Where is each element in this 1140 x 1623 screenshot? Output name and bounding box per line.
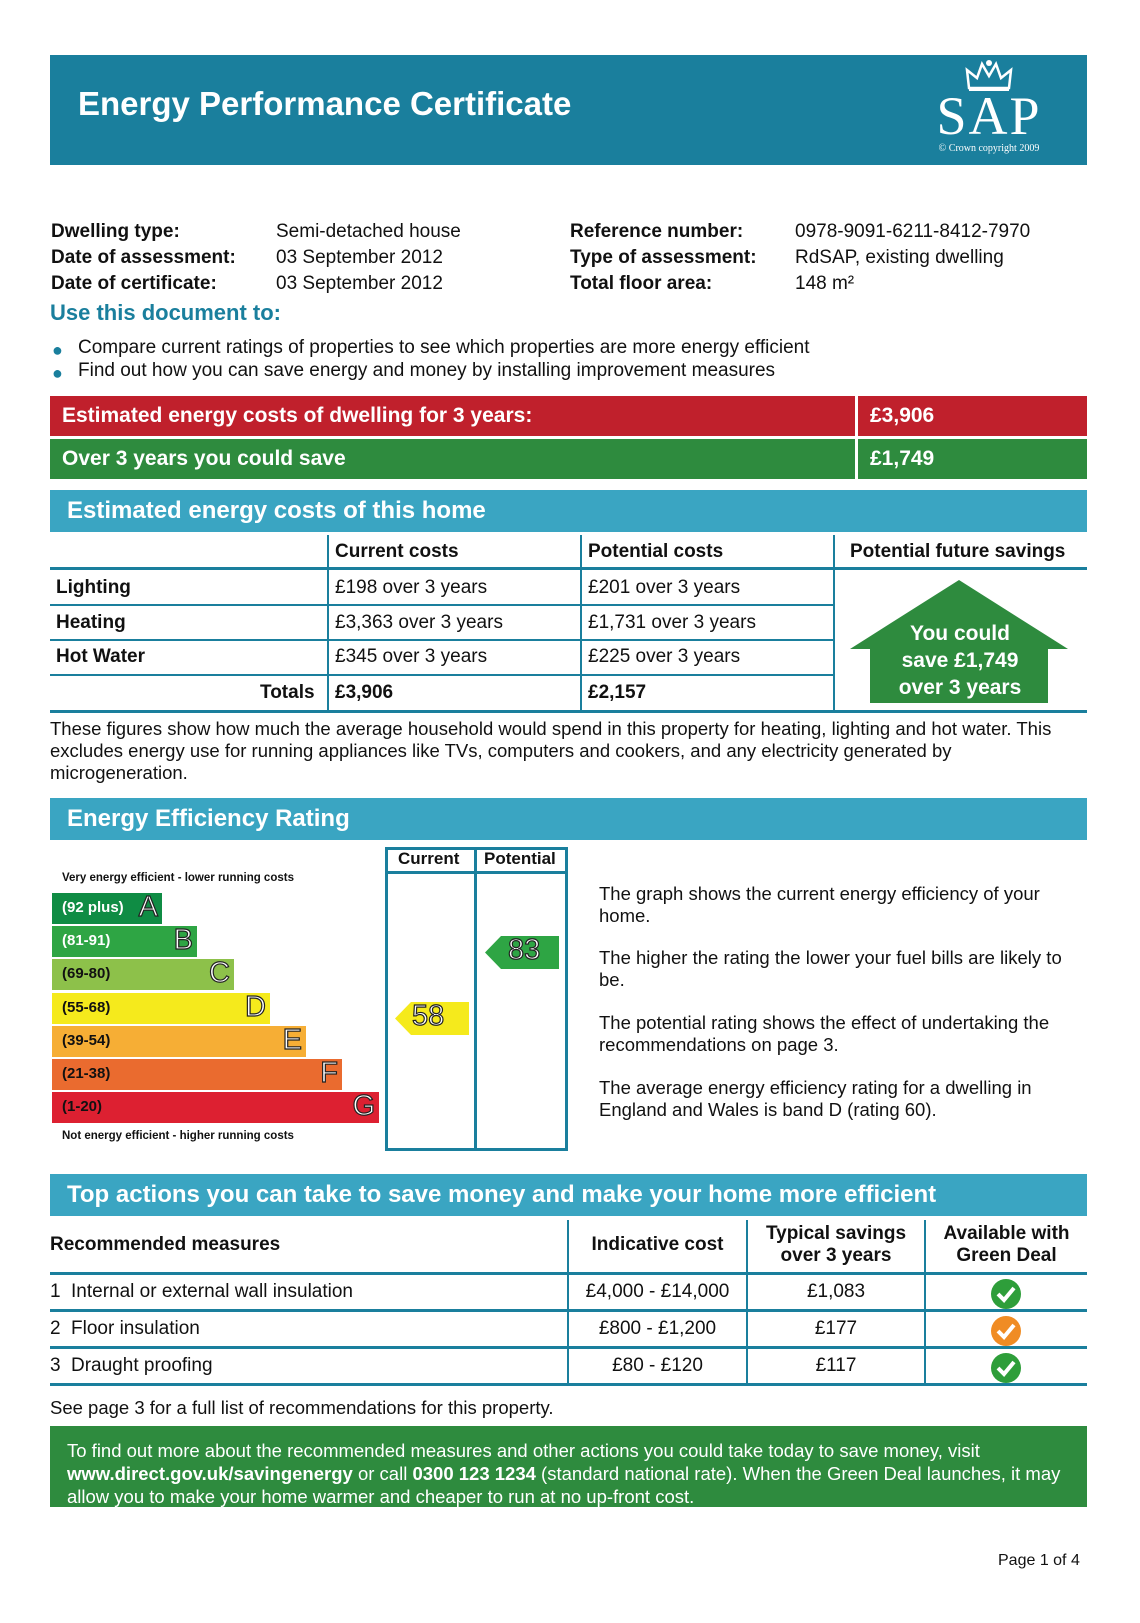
- dwelling-type-label: Dwelling type:: [51, 221, 180, 242]
- measure-3-cost: £80 - £120: [612, 1355, 703, 1376]
- dwelling-type-value: Semi-detached house: [276, 221, 461, 242]
- table-rule: [50, 639, 835, 641]
- hot-water-current: £345 over 3 years: [335, 646, 488, 667]
- band-g: (1-20) G: [52, 1092, 379, 1123]
- assessment-type-value: RdSAP, existing dwelling: [795, 247, 1004, 268]
- energy-costs-note: These figures show how much the average household would spend in this property for heating, lighting and hot water. This excludes energy use for running appliances like TVs, computers and cookers, and any electricity generated by microgeneration.: [50, 718, 1052, 783]
- potential-column-header: Potential: [484, 849, 556, 868]
- certificate-date-label: Date of certificate:: [51, 273, 217, 294]
- energy-costs-heading: Estimated energy costs of this home: [50, 490, 1087, 532]
- use-document-heading: Use this document to:: [50, 300, 282, 325]
- rating-explain-3: The potential rating shows the effect of undertaking the recommendations on page 3.: [599, 1012, 1050, 1055]
- reference-number-value: 0978-9091-6211-8412-7970: [795, 221, 1031, 242]
- sap-logo: [919, 60, 1059, 160]
- floor-area-label: Total floor area:: [570, 273, 713, 294]
- lighting-label: Lighting: [56, 577, 131, 598]
- current-costs-header: Current costs: [335, 541, 459, 562]
- measure-2-cost: £800 - £1,200: [598, 1318, 717, 1339]
- estimated-cost-bar: [50, 396, 1087, 436]
- band-c: (69-80) C: [52, 959, 234, 990]
- totals-potential: £2,157: [588, 682, 647, 703]
- table-rule: [833, 535, 835, 710]
- measure-1-saving: £1,083: [806, 1281, 866, 1302]
- rating-explain-4: The average energy efficiency rating for a dwelling in England and Wales is band D (rating 60).: [599, 1077, 1032, 1120]
- inefficient-note: Not energy efficient - higher running costs: [62, 1130, 294, 1142]
- band-f: (21-38) F: [52, 1059, 342, 1090]
- page-number: Page 1 of 4: [998, 1552, 1080, 1569]
- certificate-date-value: 03 September 2012: [276, 273, 443, 294]
- savings-header: Typical savings over 3 years: [765, 1223, 907, 1266]
- page-title: Energy Performance Certificate: [78, 85, 572, 122]
- rating-explain-1: The graph shows the current energy efficiency of your home.: [599, 883, 1040, 926]
- could-save-bar: [50, 439, 1087, 479]
- list-item: ● Find out how you can save energy and money by installing improvement measures: [52, 360, 776, 383]
- crown-copyright: © Crown copyright 2009: [938, 143, 1040, 154]
- header-banner: [50, 55, 1087, 165]
- table-rule: [50, 674, 835, 676]
- totals-label: Totals: [260, 682, 315, 703]
- band-a: (92 plus) A: [52, 893, 162, 924]
- measure-2-number: 2: [50, 1318, 61, 1339]
- heating-potential: £1,731 over 3 years: [588, 612, 756, 633]
- table-rule: [50, 710, 1087, 713]
- chart-rule: [386, 871, 568, 874]
- measure-3-name: Draught proofing: [71, 1355, 213, 1376]
- efficiency-rating-heading: Energy Efficiency Rating: [50, 798, 1087, 840]
- measure-3-number: 3: [50, 1355, 61, 1376]
- measure-1-name: Internal or external wall insulation: [71, 1281, 353, 1302]
- savingenergy-link[interactable]: www.direct.gov.uk/savingenergy: [67, 1463, 353, 1484]
- rating-explain-2: The higher the rating the lower your fuel bills are likely to be.: [599, 947, 1062, 990]
- green-deal-check-icon: [990, 1315, 1022, 1347]
- use-document-list: [50, 336, 810, 382]
- table-rule: [50, 567, 1087, 570]
- measure-1-cost: £4,000 - £14,000: [585, 1281, 730, 1302]
- bullet-icon: ●: [52, 363, 63, 383]
- sap-logo-text: SAP: [936, 86, 1042, 146]
- chart-rule: [386, 1148, 568, 1151]
- floor-area-value: 148 m²: [795, 273, 855, 294]
- phone-number: 0300 123 1234: [412, 1463, 536, 1484]
- green-deal-header: Available with Green Deal: [943, 1223, 1070, 1266]
- assessment-date-label: Date of assessment:: [51, 247, 236, 268]
- assessment-date-value: 03 September 2012: [276, 247, 443, 268]
- measure-2-name: Floor insulation: [71, 1318, 200, 1339]
- see-page-note: See page 3 for a full list of recommendations for this property.: [50, 1397, 554, 1418]
- lighting-potential: £201 over 3 years: [588, 577, 741, 598]
- hot-water-label: Hot Water: [56, 646, 146, 667]
- could-save-value: £1,749: [858, 439, 1087, 479]
- current-rating-value: 58: [412, 1000, 445, 1032]
- green-deal-check-icon: [990, 1352, 1022, 1384]
- table-rule: [580, 535, 582, 710]
- hot-water-potential: £225 over 3 years: [588, 646, 741, 667]
- lighting-current: £198 over 3 years: [335, 577, 488, 598]
- chart-rule: [474, 847, 477, 1151]
- estimated-cost-value: £3,906: [858, 396, 1087, 436]
- band-d: (55-68) D: [52, 993, 270, 1024]
- chart-rule: [385, 847, 388, 1151]
- heating-current: £3,363 over 3 years: [335, 612, 503, 633]
- totals-current: £3,906: [335, 682, 394, 703]
- potential-costs-header: Potential costs: [588, 541, 724, 562]
- measure-1-number: 1: [50, 1281, 61, 1302]
- potential-rating-value: 83: [508, 934, 541, 966]
- could-save-label: Over 3 years you could save: [50, 439, 855, 479]
- heating-label: Heating: [56, 612, 126, 633]
- band-e: (39-54) E: [52, 1026, 306, 1057]
- efficient-note: Very energy efficient - lower running costs: [62, 872, 294, 884]
- chart-rule: [565, 847, 568, 1151]
- reference-number-label: Reference number:: [570, 221, 744, 242]
- savings-house-text: You could save £1,749 over 3 years: [898, 622, 1022, 699]
- top-actions-heading: Top actions you can take to save money and make your home more efficient: [50, 1174, 1087, 1216]
- table-rule: [327, 535, 329, 710]
- current-column-header: Current: [398, 849, 460, 868]
- measures-header: Recommended measures: [50, 1234, 281, 1255]
- measure-3-saving: £117: [815, 1355, 857, 1376]
- list-item: ● Compare current ratings of properties to see which properties are more energy efficient: [52, 337, 810, 360]
- measure-2-saving: £177: [814, 1318, 858, 1339]
- table-rule: [50, 1383, 1087, 1386]
- future-savings-header: Potential future savings: [850, 541, 1066, 562]
- table-rule: [50, 604, 835, 606]
- footer-info-box: To find out more about the recommended measures and other actions you could take today to save money, visit www.direct.gov.uk/savingenergy or call 0300 123 1234 (standard national rate). When the Green Deal launches, it may allow you to make your home warmer and cheaper to run at no up-front cost.: [50, 1426, 1087, 1507]
- assessment-type-label: Type of assessment:: [570, 247, 757, 268]
- green-deal-check-icon: [990, 1278, 1022, 1310]
- band-b: (81-91) B: [52, 926, 197, 957]
- cost-header: Indicative cost: [591, 1234, 724, 1255]
- bullet-icon: ●: [52, 340, 63, 360]
- estimated-cost-label: Estimated energy costs of dwelling for 3 years:: [50, 396, 855, 436]
